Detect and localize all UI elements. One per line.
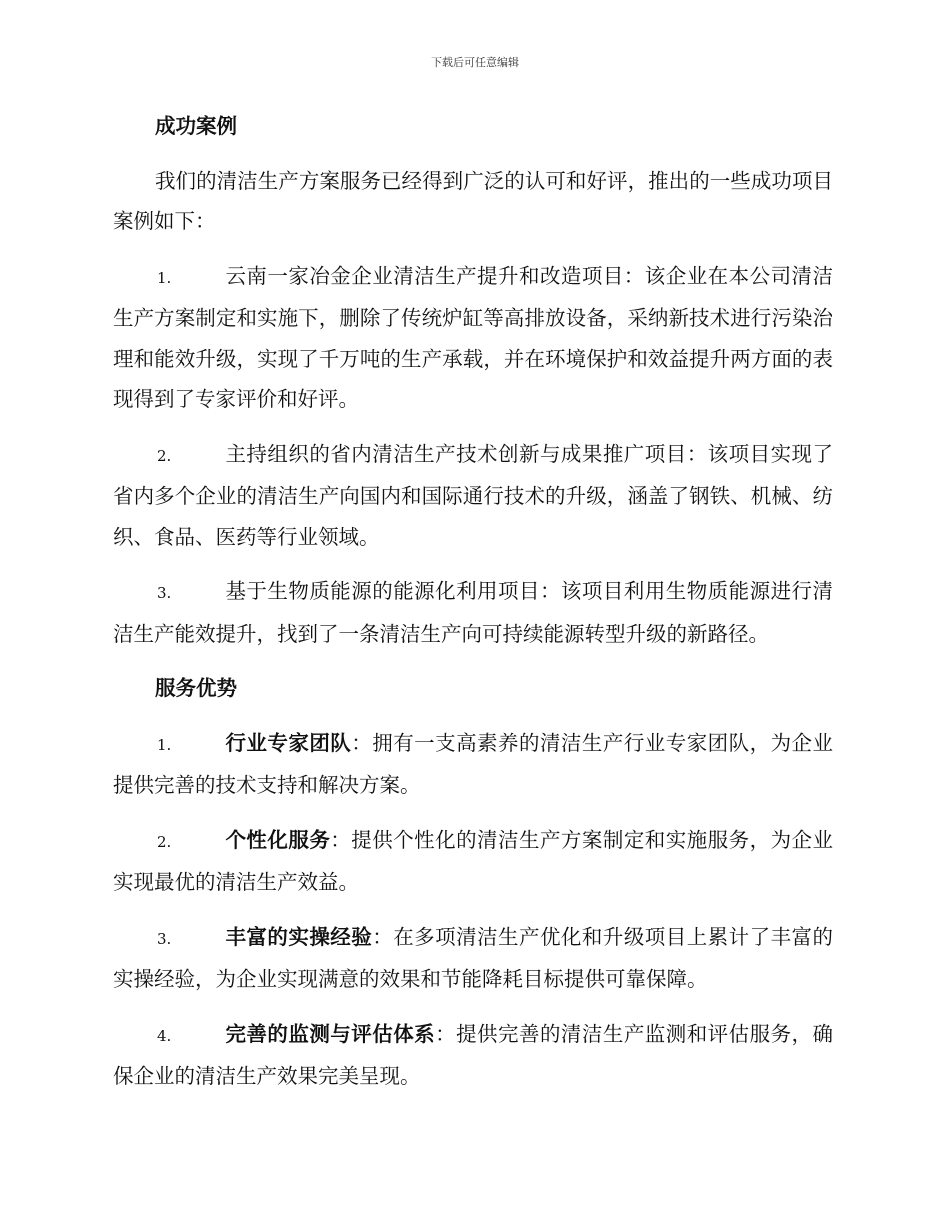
page-header: 下载后可任意编辑 <box>431 56 519 69</box>
advantage-text: ：提供个性化的清洁生产方案制定和实施服务，为企业实现最优的清洁生产效益。 <box>113 827 834 894</box>
advantage-item <box>113 820 833 903</box>
case-item <box>113 434 833 558</box>
advantage-title: 行业专家团队 <box>225 730 352 755</box>
document-body <box>113 106 833 1111</box>
list-number: 1. <box>157 735 172 754</box>
section-heading-cases: 成功案例 <box>155 114 237 138</box>
advantage-item <box>113 917 833 1000</box>
advantage-text: ：拥有一支高素养的清洁生产行业专家团队，为企业提供完善的技术支持和解决方案。 <box>113 730 834 797</box>
advantage-item <box>113 723 833 806</box>
advantage-title: 完善的监测与评估体系 <box>225 1021 436 1046</box>
list-number: 3. <box>157 929 172 948</box>
advantage-title: 丰富的实操经验 <box>225 924 373 949</box>
section-heading-advantages: 服务优势 <box>155 676 237 700</box>
case-item <box>113 571 833 654</box>
advantage-text: ：提供完善的清洁生产监测和评估服务，确保企业的清洁生产效果完美呈现。 <box>113 1021 834 1088</box>
list-number: 1. <box>157 268 172 287</box>
advantage-item <box>113 1014 833 1097</box>
case-text: 主持组织的省内清洁生产技术创新与成果推广项目：该项目实现了省内多个企业的清洁生产向国内和国际通行技术的升级，涵盖了钢铁、机械、纺织、食品、医药等行业领域。 <box>113 441 833 549</box>
case-item <box>113 256 833 420</box>
list-number: 2. <box>157 832 172 851</box>
list-number: 3. <box>157 584 172 602</box>
advantage-text: ：在多项清洁生产优化和升级项目上累计了丰富的实操经验，为企业实现满意的效果和节能降耗目标提供可靠保障。 <box>113 924 834 991</box>
advantage-title: 个性化服务 <box>225 827 331 852</box>
list-number: 4. <box>157 1026 172 1045</box>
case-text: 基于生物质能源的能源化利用项目：该项目利用生物质能源进行清洁生产能效提升，找到了一条清洁生产向可持续能源转型升级的新路径。 <box>113 579 833 646</box>
list-number: 2. <box>157 446 172 465</box>
case-text: 云南一家冶金企业清洁生产提升和改造项目：该企业在本公司清洁生产方案制定和实施下，删除了传统炉缸等高排放设备，采纳新技术进行污染治理和能效升级，实现了千万吨的生产承载，并在环境保护和效益提升两方面的表现得到了专家评价和好评。 <box>113 263 833 411</box>
cases-intro-paragraph: 我们的清洁生产方案服务已经得到广泛的认可和好评，推出的一些成功项目案例如下： <box>113 168 833 233</box>
